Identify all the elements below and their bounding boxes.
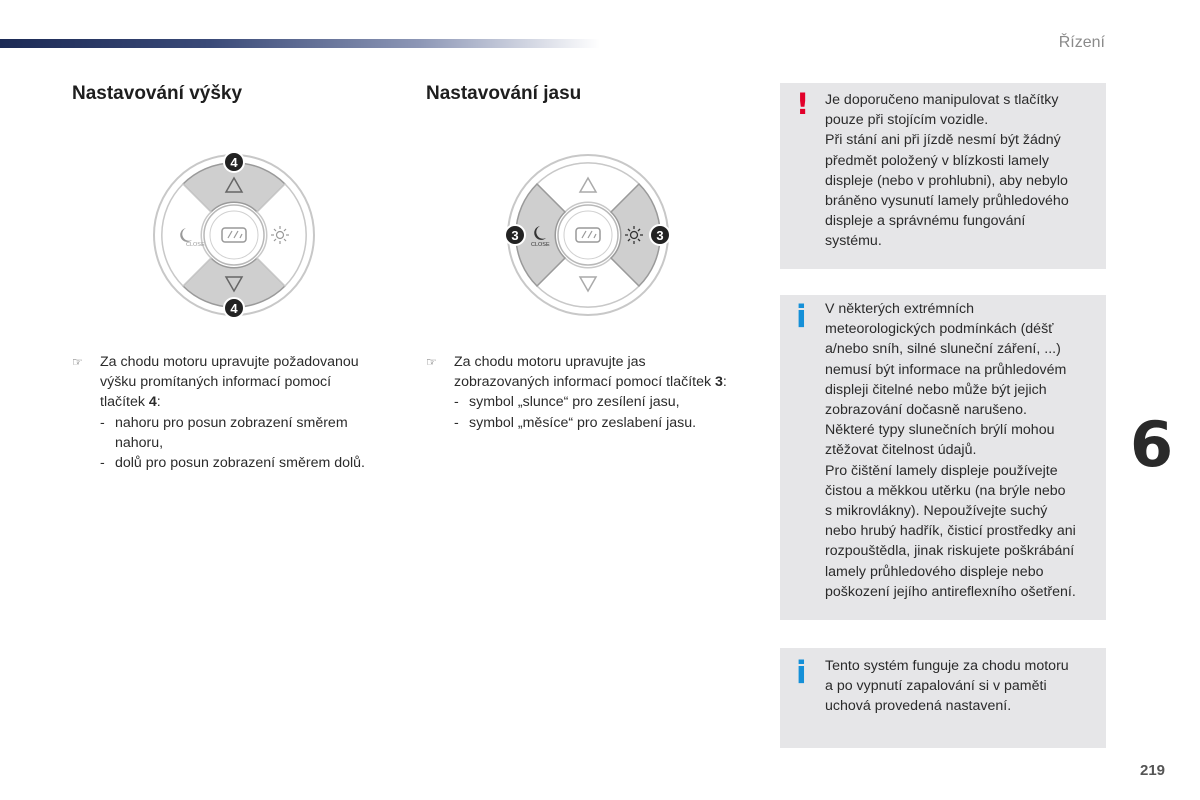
info-text: V některých extrémních meteorologických podmínkách (déšť a/nebo sníh, silné sluneční záření, ...) nemusí být informace na průhledovém displeji čitelné nebo může být jejich zobrazování dočasně narušeno. Některé typy slunečních brýlí mohou ztěžovat čitelnost údajů. Pro čištění lamely displeje používejte čistou a měkkou utěrku (na brýle nebo s mikrovlákny). Nepoužívejte suchý nebo hrubý hadřík, čisticí prostředky ani rozpouštědla, jinak riskujete poškrábání lamely průhledového displeje nebo poškození jejího antireflexního ošetření. [825, 301, 1076, 600]
warning-text: Je doporučeno manipulovat s tlačítky pouze při stojícím vozidle. Při stání ani při jízdě nesmí být žádný předmět položený v blízkosti lamely displeje (nebo v prohlubni), aby nebylo bráněno vysunutí lamely průhledového displeje a správnému fungování systému. [825, 92, 1069, 250]
height-control-diagram [152, 150, 317, 320]
heading-height-adjust: Nastavování výšky [72, 83, 243, 104]
callout-number: 3 [656, 228, 664, 243]
callout-number: 3 [511, 228, 519, 243]
callout-number: 4 [230, 155, 238, 170]
brightness-control-diagram [503, 150, 673, 320]
text-line: zobrazovaných informací pomocí tlačítek 3: [454, 374, 727, 391]
text-line: výšku promítaných informací pomocí [100, 374, 332, 391]
warning-icon: ! [796, 87, 810, 121]
hand-pointer-icon: ☞ [72, 355, 83, 369]
info-box-memory [780, 648, 1106, 748]
header-gradient-bar [0, 39, 600, 48]
close-label: CLOSE [531, 242, 550, 248]
heading-brightness-adjust: Nastavování jasu [426, 83, 582, 104]
section-title: Řízení [1058, 34, 1105, 51]
sub-item-up: - nahoru pro posun zobrazení směrem nahoru, [100, 414, 348, 451]
info-icon: i [796, 655, 807, 691]
brightness-instructions [426, 352, 766, 433]
sub-item-down: - dolů pro posun zobrazení směrem dolů. [100, 455, 365, 472]
info-icon: i [796, 299, 807, 335]
chapter-number: 6 [1130, 408, 1174, 481]
callout-number: 4 [230, 301, 238, 316]
close-label: CLOSE [186, 242, 205, 248]
warning-box [780, 83, 1106, 269]
text-line: Za chodu motoru upravujte požadovanou [100, 354, 359, 370]
text-line: Za chodu motoru upravujte jas [454, 354, 646, 370]
sub-item-sun: - symbol „slunce“ pro zesílení jasu, [454, 394, 680, 411]
text-line: tlačítek 4: [100, 394, 161, 411]
hand-pointer-icon: ☞ [426, 355, 437, 369]
info-text: Tento systém funguje za chodu motoru a po vypnutí zapalování si v paměti uchová provedená nastavení. [825, 658, 1069, 715]
page-number: 219 [1140, 762, 1166, 779]
height-instructions [72, 352, 402, 473]
info-box-conditions [780, 295, 1106, 620]
sub-item-moon: - symbol „měsíce“ pro zeslabení jasu. [454, 414, 697, 431]
